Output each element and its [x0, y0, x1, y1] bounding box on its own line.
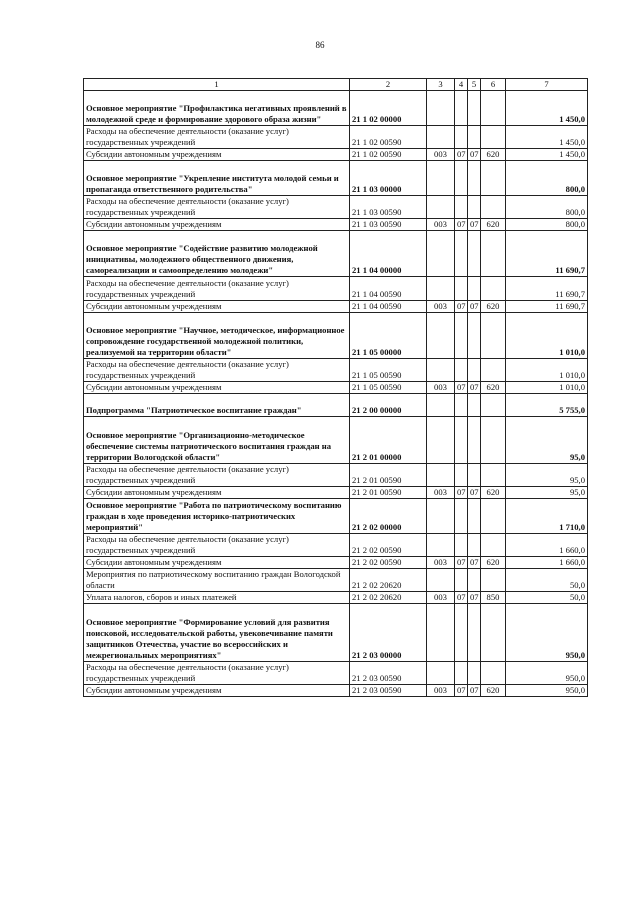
row-code-cell: 21 1 05 00590 [350, 358, 427, 381]
row-col6-cell [481, 230, 506, 276]
table-row [84, 382, 588, 394]
row-col3-cell [427, 498, 455, 533]
row-code-cell: 21 2 01 00590 [350, 463, 427, 486]
table-row [84, 218, 588, 230]
row-col3-cell: 003 [427, 556, 455, 568]
row-col3-cell: 003 [427, 148, 455, 160]
table-row-section [84, 417, 588, 463]
row-col6-cell [481, 394, 506, 417]
row-col5-cell [468, 277, 481, 300]
row-col6-cell [481, 195, 506, 218]
table-row [84, 662, 588, 685]
row-col4-cell: 07 [455, 685, 468, 697]
table-row-section [84, 604, 588, 662]
row-name-cell: Расходы на обеспечение деятельности (оказание услуг) государственных учреждений [84, 463, 350, 486]
row-code-cell: 21 1 03 00590 [350, 218, 427, 230]
row-amount-cell: 950,0 [506, 685, 588, 697]
row-col4-cell [455, 125, 468, 148]
row-amount-cell: 95,0 [506, 463, 588, 486]
row-col5-cell [468, 125, 481, 148]
table-row-section [84, 498, 588, 533]
row-col4-cell [455, 358, 468, 381]
row-col4-cell: 07 [455, 382, 468, 394]
row-amount-cell: 950,0 [506, 604, 588, 662]
row-code-cell: 21 2 02 00000 [350, 498, 427, 533]
row-amount-cell: 1 450,0 [506, 91, 588, 126]
row-code-cell: 21 1 04 00590 [350, 277, 427, 300]
row-col4-cell [455, 568, 468, 591]
row-col6-cell [481, 604, 506, 662]
row-code-cell: 21 2 03 00590 [350, 685, 427, 697]
row-col4-cell [455, 277, 468, 300]
row-col3-cell [427, 604, 455, 662]
row-col6-cell [481, 533, 506, 556]
row-col6-cell: 620 [481, 685, 506, 697]
row-col5-cell [468, 160, 481, 195]
row-code-cell: 21 1 03 00590 [350, 195, 427, 218]
row-amount-cell: 11 690,7 [506, 230, 588, 276]
header-cell: 7 [506, 79, 588, 91]
row-col4-cell: 07 [455, 486, 468, 498]
row-col4-cell [455, 417, 468, 463]
header-cell: 6 [481, 79, 506, 91]
row-name-cell: Основное мероприятие "Научное, методическое, информационное сопровождение государственной молодежной политики, реализуемой на территории области" [84, 312, 350, 358]
row-name-cell: Расходы на обеспечение деятельности (оказание услуг) государственных учреждений [84, 195, 350, 218]
row-amount-cell: 1 010,0 [506, 358, 588, 381]
row-col5-cell [468, 568, 481, 591]
row-amount-cell: 1 710,0 [506, 498, 588, 533]
row-amount-cell: 95,0 [506, 486, 588, 498]
row-col3-cell [427, 568, 455, 591]
row-amount-cell: 950,0 [506, 662, 588, 685]
table-row [84, 195, 588, 218]
row-code-cell: 21 1 02 00590 [350, 125, 427, 148]
row-amount-cell: 800,0 [506, 218, 588, 230]
row-col5-cell: 07 [468, 300, 481, 312]
row-code-cell: 21 2 03 00000 [350, 604, 427, 662]
row-col6-cell [481, 125, 506, 148]
row-col5-cell [468, 394, 481, 417]
row-col6-cell: 620 [481, 218, 506, 230]
row-name-cell: Основное мероприятие "Укрепление института молодой семьи и пропаганда ответственного родительства" [84, 160, 350, 195]
table-row-section [84, 230, 588, 276]
row-amount-cell: 800,0 [506, 195, 588, 218]
row-col3-cell: 003 [427, 382, 455, 394]
row-col3-cell: 003 [427, 592, 455, 604]
row-col3-cell [427, 230, 455, 276]
row-col5-cell [468, 463, 481, 486]
table-row [84, 148, 588, 160]
table-row [84, 592, 588, 604]
row-col5-cell [468, 195, 481, 218]
row-code-cell: 21 1 05 00590 [350, 382, 427, 394]
row-col4-cell [455, 533, 468, 556]
header-cell: 2 [350, 79, 427, 91]
row-name-cell: Субсидии автономным учреждениям [84, 300, 350, 312]
table-row [84, 463, 588, 486]
row-col5-cell: 07 [468, 218, 481, 230]
row-code-cell: 21 1 04 00000 [350, 230, 427, 276]
row-col6-cell [481, 463, 506, 486]
table-row-section [84, 312, 588, 358]
row-col6-cell [481, 277, 506, 300]
table-row [84, 685, 588, 697]
row-col4-cell: 07 [455, 592, 468, 604]
row-col3-cell: 003 [427, 300, 455, 312]
header-cell: 1 [84, 79, 350, 91]
row-col6-cell [481, 498, 506, 533]
row-name-cell: Основное мероприятие "Содействие развитию молодежной инициативы, молодежного общественного движения, самореализации и самоопределению молодежи" [84, 230, 350, 276]
table-row [84, 358, 588, 381]
row-col5-cell: 07 [468, 685, 481, 697]
row-name-cell: Расходы на обеспечение деятельности (оказание услуг) государственных учреждений [84, 125, 350, 148]
table-row [84, 486, 588, 498]
header-cell: 3 [427, 79, 455, 91]
row-amount-cell: 1 450,0 [506, 125, 588, 148]
row-name-cell: Субсидии автономным учреждениям [84, 556, 350, 568]
row-col3-cell [427, 394, 455, 417]
row-col6-cell: 850 [481, 592, 506, 604]
row-code-cell: 21 2 02 20620 [350, 568, 427, 591]
row-amount-cell: 5 755,0 [506, 394, 588, 417]
table-row [84, 300, 588, 312]
row-name-cell: Основное мероприятие "Работа по патриотическому воспитанию граждан в ходе проведения историко-патриотических мероприятий" [84, 498, 350, 533]
row-col3-cell [427, 91, 455, 126]
row-col3-cell [427, 160, 455, 195]
row-code-cell: 21 1 02 00000 [350, 91, 427, 126]
row-col3-cell [427, 125, 455, 148]
row-name-cell: Субсидии автономным учреждениям [84, 382, 350, 394]
table-row-section [84, 160, 588, 195]
row-col5-cell: 07 [468, 592, 481, 604]
row-code-cell: 21 2 02 00590 [350, 533, 427, 556]
row-col6-cell [481, 568, 506, 591]
row-code-cell: 21 2 02 20620 [350, 592, 427, 604]
row-amount-cell: 1 660,0 [506, 533, 588, 556]
row-col5-cell [468, 230, 481, 276]
row-col4-cell: 07 [455, 556, 468, 568]
row-amount-cell: 1 010,0 [506, 382, 588, 394]
row-col3-cell: 003 [427, 486, 455, 498]
row-col3-cell [427, 662, 455, 685]
row-col5-cell: 07 [468, 486, 481, 498]
header-cell: 4 [455, 79, 468, 91]
row-amount-cell: 50,0 [506, 592, 588, 604]
row-name-cell: Субсидии автономным учреждениям [84, 685, 350, 697]
row-name-cell: Расходы на обеспечение деятельности (оказание услуг) государственных учреждений [84, 662, 350, 685]
row-col4-cell [455, 604, 468, 662]
row-code-cell: 21 2 03 00590 [350, 662, 427, 685]
row-amount-cell: 800,0 [506, 160, 588, 195]
row-name-cell: Основное мероприятие "Профилактика негативных проявлений в молодежной среде и формирование здорового образа жизни" [84, 91, 350, 126]
row-col4-cell [455, 394, 468, 417]
row-col3-cell: 003 [427, 218, 455, 230]
row-col5-cell [468, 312, 481, 358]
row-name-cell: Основное мероприятие "Формирование условий для развития поисковой, исследовательской работы, увековечивание памяти защитников Отечества, участие во всероссийских и межрегиональных мероприятиях" [84, 604, 350, 662]
row-col4-cell [455, 160, 468, 195]
row-col5-cell [468, 358, 481, 381]
row-amount-cell: 50,0 [506, 568, 588, 591]
table-body [84, 91, 588, 697]
row-amount-cell: 11 690,7 [506, 300, 588, 312]
row-code-cell: 21 1 05 00000 [350, 312, 427, 358]
row-name-cell: Расходы на обеспечение деятельности (оказание услуг) государственных учреждений [84, 277, 350, 300]
row-col6-cell: 620 [481, 486, 506, 498]
row-col4-cell: 07 [455, 300, 468, 312]
row-code-cell: 21 1 04 00590 [350, 300, 427, 312]
row-code-cell: 21 2 00 00000 [350, 394, 427, 417]
row-amount-cell: 1 010,0 [506, 312, 588, 358]
row-col5-cell [468, 498, 481, 533]
page-number: 86 [315, 40, 325, 50]
row-col3-cell [427, 277, 455, 300]
row-col4-cell [455, 195, 468, 218]
row-col3-cell [427, 533, 455, 556]
row-col3-cell [427, 417, 455, 463]
row-col6-cell [481, 160, 506, 195]
row-col5-cell [468, 533, 481, 556]
row-name-cell: Основное мероприятие "Организационно-методическое обеспечение системы патриотического воспитания граждан на территории Вологодской области" [84, 417, 350, 463]
row-col4-cell [455, 230, 468, 276]
row-col4-cell: 07 [455, 148, 468, 160]
table-row [84, 568, 588, 591]
table-row [84, 125, 588, 148]
row-col6-cell [481, 312, 506, 358]
row-col4-cell [455, 498, 468, 533]
row-col5-cell [468, 91, 481, 126]
table-header-row [84, 79, 588, 91]
row-col5-cell: 07 [468, 148, 481, 160]
row-col6-cell [481, 417, 506, 463]
table-row [84, 556, 588, 568]
row-name-cell: Мероприятия по патриотическому воспитанию граждан Вологодской области [84, 568, 350, 591]
row-col6-cell: 620 [481, 148, 506, 160]
row-code-cell: 21 1 03 00000 [350, 160, 427, 195]
row-col4-cell [455, 91, 468, 126]
budget-table [83, 78, 588, 697]
row-name-cell: Расходы на обеспечение деятельности (оказание услуг) государственных учреждений [84, 358, 350, 381]
row-col4-cell [455, 463, 468, 486]
row-col3-cell [427, 195, 455, 218]
row-col4-cell [455, 662, 468, 685]
row-col5-cell: 07 [468, 382, 481, 394]
row-col4-cell [455, 312, 468, 358]
row-col3-cell [427, 463, 455, 486]
row-name-cell: Расходы на обеспечение деятельности (оказание услуг) государственных учреждений [84, 533, 350, 556]
row-name-cell: Субсидии автономным учреждениям [84, 218, 350, 230]
row-col6-cell [481, 358, 506, 381]
row-col6-cell [481, 91, 506, 126]
row-code-cell: 21 2 01 00590 [350, 486, 427, 498]
row-name-cell: Субсидии автономным учреждениям [84, 486, 350, 498]
row-code-cell: 21 2 01 00000 [350, 417, 427, 463]
row-col5-cell [468, 604, 481, 662]
row-col5-cell: 07 [468, 556, 481, 568]
row-col6-cell [481, 662, 506, 685]
row-col3-cell: 003 [427, 685, 455, 697]
table-row [84, 533, 588, 556]
row-amount-cell: 1 660,0 [506, 556, 588, 568]
row-col5-cell [468, 662, 481, 685]
table-row [84, 277, 588, 300]
row-name-cell: Субсидии автономным учреждениям [84, 148, 350, 160]
row-col3-cell [427, 358, 455, 381]
row-col4-cell: 07 [455, 218, 468, 230]
row-col6-cell: 620 [481, 382, 506, 394]
row-code-cell: 21 1 02 00590 [350, 148, 427, 160]
table-row-section [84, 91, 588, 126]
row-name-cell: Уплата налогов, сборов и иных платежей [84, 592, 350, 604]
table-row-section [84, 394, 588, 417]
header-cell: 5 [468, 79, 481, 91]
row-name-cell: Подпрограмма "Патриотическое воспитание граждан" [84, 394, 350, 417]
row-code-cell: 21 2 02 00590 [350, 556, 427, 568]
row-col6-cell: 620 [481, 300, 506, 312]
row-amount-cell: 11 690,7 [506, 277, 588, 300]
row-col5-cell [468, 417, 481, 463]
row-col6-cell: 620 [481, 556, 506, 568]
row-amount-cell: 95,0 [506, 417, 588, 463]
row-col3-cell [427, 312, 455, 358]
row-amount-cell: 1 450,0 [506, 148, 588, 160]
